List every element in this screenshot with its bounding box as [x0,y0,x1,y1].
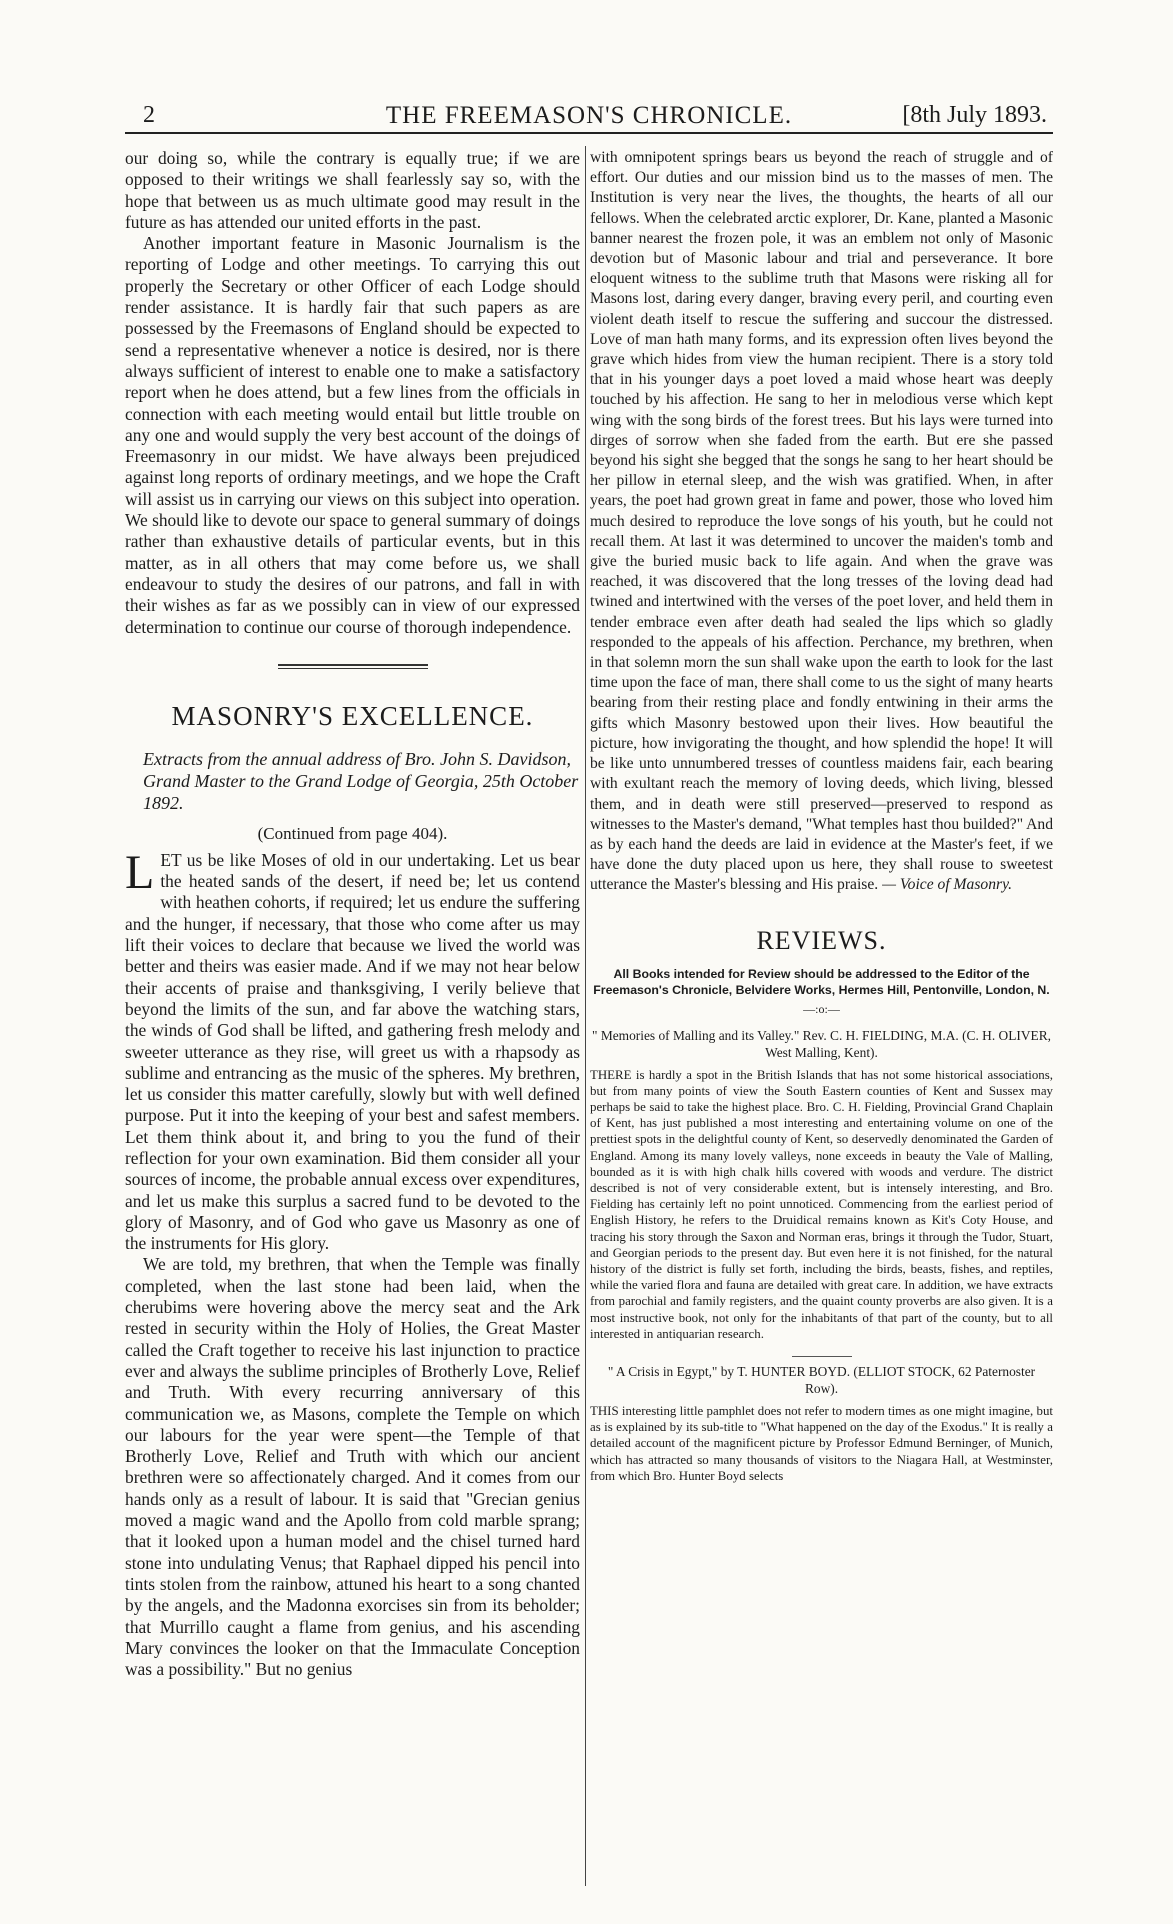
review-paragraph: THIS interesting little pamphlet does not refer to modern times as one might imagine, but as is explained by its sub-title to "What happened on the day of the Exodus." It is really a detailed account of the magnificent picture by Professor Edmund Berninger, of Munich, which has attracted so many thousands of visitors to the Niagara Hall, at Westminster, from which Bro. Hunter Boyd selects [590,1403,1053,1483]
section-title: MASONRY'S EXCELLENCE. [171,700,534,731]
newspaper-title: THE FREEMASON'S CHRONICLE. [385,102,793,129]
article-paragraph [590,148,1053,896]
left-column [125,148,580,1680]
drop-cap: L [125,845,155,899]
review-notice: All Books intended for Review should be addressed to the Editor of the Freemason's Chronicle, Belvidere Works, Hermes Hill, Pentonville, London, N. [593,966,1050,997]
continued-note: (Continued from page 404). [257,823,448,843]
article-paragraph: Another important feature in Masonic Journalism is the reporting of Lodge and other meetings. To carrying this out properly the Secretary or other Officer of each Lodge should render assistance. It is hardly fair that such papers as are possessed by the Freemasons of England should be expected to send a representative whenever a notice is desired, nor is there always sufficient of interest to enable one to make a satisfactory report when he does attend, but a few lines from the officials in connection with each meeting would entail but little trouble on any one and would supply the very best account of the doings of Freemasonry in our midst. We have always been prejudiced against long reports of ordinary meetings, and we hope the Craft will assist us in carrying our views on this subject into operation. We should like to devote our space to general summary of doings rather than exhaustive details of particular events, but in this matter, as in all others that may come before us, we shall endeavour to study the desires of our patrons, and fall in with their wishes as far as we possibly can in view of our expressed determination to continue our course of thorough independence. [125,233,580,637]
masthead [125,100,1053,134]
review-heading: " A Crisis in Egypt," by T. HUNTER BOYD. (ELLIOT STOCK, 62 Paternoster Row). [607,1363,1036,1396]
article-paragraph: our doing so, while the contrary is equally true; if we are opposed to their writings we shall fearlessly say so, with the hope that between us as much ultimate good may result in the future as has attended our united efforts in the past. [125,148,580,232]
right-column [590,148,1053,1484]
paragraph-text: ET us be like Moses of old in our undertaking. Let us bear the heated sands of the desert, if need be; let us contend with heathen cohorts, if required; let us endure the suffering and the hunger, if necessary, that those who come after us may lift their voices to declare that because we lived the world was better and theirs was easier made. And if we may not hear below their accents of praise and thanksgiving, I verily believe that beyond the limits of the sun, and far above the watching stars, the winds of God shall be lifted, and gathering fresh melody and sweeter utterance as they rise, will greet us with a rhapsody as sublime and entrancing as the music of the spheres. My brethren, let us consider this matter carefully, slowly but with well defined purpose. Put it into the keeping of your best and safest members. Let them think about it, and bring to you the fund of their reflection for your own examination. Bid them consider all your sources of income, the probable annual excess over expenditures, and let us make this surplus a sacred fund to be devoted to the glory of Masonry, and of God who gave us Masonry as one of the instruments for His glory. [125,849,580,1254]
article-paragraph: We are told, my brethren, that when the Temple was finally completed, when the last stone had been laid, when the cherubims were hovering above the mercy seat and the Ark rested in security within the Holy of Holies, the Great Master called the Craft together to receive his last injunction to practice ever and always the sublime principles of Brotherly Love, Relief and Truth. With every recurring anniversary of this communication we, as Masons, complete the Temple on which our labours for the year were spent—the Temple of that Brotherly Love, Relief and Truth with which our ancient brethren were so affectionately charged. And it comes from our hands only as a result of labour. It is said that "Grecian genius moved a magic wand and the Apollo from cold marble sprang; that it looked upon a human model and the chisel turned hard stone into undulating Venus; that Raphael dipped his pencil into tints stolen from the rainbow, attuned his heart to a song chanted by the angels, and the Madonna exorcises sin from its beholder; that Murrillo caught a flame from genius, and his ascending Mary convinces the looker on that the Immaculate Conception was a possibility." But no genius [125,1254,580,1680]
issue-date: [8th July 1893. [902,102,1047,128]
paragraph-text: with omnipotent springs bears us beyond the reach of struggle and of effort. Our duties and our mission bind us to the masses of men. The Institution is very near the lives, the thoughts, the hearts of all our fellows. When the celebrated arctic explorer, Dr. Kane, planted a Masonic banner nearest the frozen pole, it was an emblem not only of Masonic devotion but of Masonic labour and trial and perseverance. It bore eloquent witness to the sublime truth that Masons were risking all for Masons lost, daring every danger, braving every peril, and courting even violent death itself to rescue the suffering and succour the distressed. Love of man hath many forms, and its expression often lives beyond the grave which hides from view the human recipient. There is a story told that in his younger days a poet loved a maid whose heart was deeply touched by his affection. He sang to her in melodious verse which kept wing with the song birds of the forest trees. But his lays were turned into dirges of sorrow when she faded from the earth. But ere she passed beyond his sight she begged that the songs he sang to her heart should be her pillow in eternal sleep, and the wish was gratified. When, in after years, the poet had grown great in fame and power, those who loved him much desired to reproduce the love songs of his youth, but he could not recall them. At last it was determined to uncover the maiden's tomb and give the buried music back to life again. And when the grave was reached, it was discovered that the long tresses of the loving dead had twined and intertwined with the verses of the poet lover, and held them in tender embrace even after death had sealed the lips which so gladly responded to the appeals of his affection. Perchance, my brethren, when in that solemn morn the sun shall wake upon the earth to look for the last time upon the face of man, there shall come to us the sight of many hearts bearing from their resting place and fondly entwining in their arms the gifts which Masonry bestowed upon their lives. How beautiful the picture, how invigorating the thought, and how splendid the hope! It will be like unto unnumbered tresses of countless maidens fair, each bearing with exultant reach the memory of loving deeds, which living, blessed them, and in death were still preserved—preserved to respond as witnesses to the Master's demand, "What temples hast thou builded?" And as by each hand the deeds are laid in evidence at the Master's feet, if we have done the duty placed upon us here, they shall rouse to sweetest utterance the Master's blessing and His praise. [590,149,1053,894]
article-paragraph [125,845,580,1255]
column-divider [585,146,586,1886]
review-paragraph: THERE is hardly a spot in the British Islands that has not some historical associations, but from many points of view the South Eastern counties of Kent and Sussex may perhaps be said to take the highest place. Bro. C. H. Fielding, Provincial Grand Chaplain of Kent, has just published a most interesting and entertaining volume on one of the prettiest spots in the delightful county of Kent, so deservedly denominated the Garden of England. Among its many lovely valleys, none exceeds in beauty the Vale of Malling, bounded as it is with high chalk hills covered with woods and verdure. The district described is not of very considerable extent, but is intensely interesting, and Bro. Fielding has certainly left no point unnoticed. Commencing from the earliest period of English History, he refers to the Druidical remains known as Kit's Coty House, and tracing his story through the Saxon and Norman eras, brings it through the Tudor, Stuart, and Georgian periods to the present day. But even here it is not finished, for the natural history of the district is fully set forth, including the birds, beasts, fishes, and reptiles, while the varied flora and fauna are detailed with great care. In addition, we have extracts from parochial and family registers, and the quaint county proverbs are also given. It is a most instructive book, not only for the inhabitants of that part of the county, but to all interested in antiquarian research. [590,1067,1053,1341]
review-divider [792,1356,852,1357]
notice-separator: —:o:— [803,1001,840,1016]
reviews-title: REVIEWS. [756,925,887,955]
page-number: 2 [143,102,155,128]
section-subtitle: Extracts from the annual address of Bro. John S. Davidson, Grand Master to the Grand Lodge of Georgia, 25th October 1892. [143,748,579,813]
review-heading: " Memories of Malling and its Valley." Rev. C. H. FIELDING, M.A. (C. H. OLIVER, West Malling, Kent). [592,1027,1051,1060]
source-credit: — Voice of Masonry. [882,876,1013,894]
section-divider [278,664,428,669]
